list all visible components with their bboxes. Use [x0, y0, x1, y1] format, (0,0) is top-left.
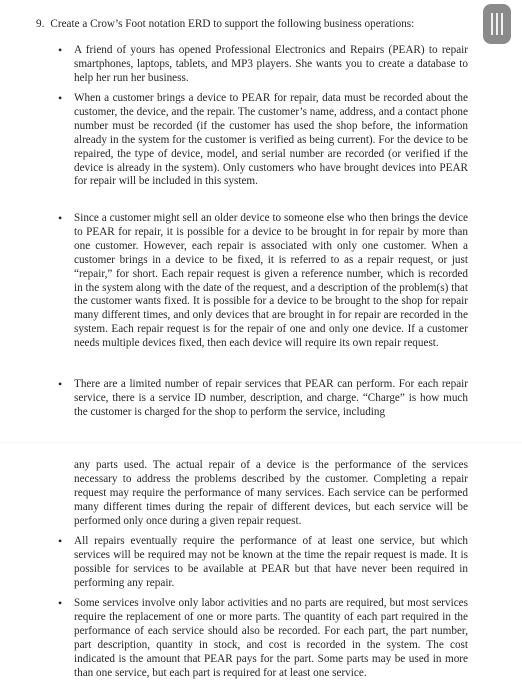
paragraph-5: All repairs eventually require the performance of at least one service, but which services will be required may not be known at the time the repair request is made. It is possible for services to be available at PEAR but that have never been required in performing any repair.: [74, 535, 468, 589]
question-heading: [36, 17, 476, 31]
handle-bar-left: [491, 13, 493, 35]
paragraph-4: There are a limited number of repair services that PEAR can perform. For each repair service, there is a service ID number, description, and charge. “Charge” is how much the customer is charged for the shop to perform the service, including: [74, 378, 468, 418]
paragraph-2: When a customer brings a device to PEAR for repair, data must be recorded about the customer, the device, and the repair. The customer’s name, address, and a contact phone number must be recorded (if the customer has used the shop before, the information already in the system for the customer is verified as being current). For the device to be repaired, the type of device, model, and serial number are recorded (or verified if the device is already in the system). Only customers who have brought devices into PEAR for repair will be included in this system.: [74, 92, 468, 188]
bullet-3: •: [58, 211, 63, 225]
paragraph-1: A friend of yours has opened Professional Electronics and Repairs (PEAR) to repair smartphones, laptops, tablets, and MP3 players. She wants you to create a database to help her run her business.: [74, 44, 468, 84]
paragraph-6: Some services involve only labor activities and no parts are required, but most services require the replacement of one or more parts. The quantity of each part required in the performance of each service should also be recorded. For each part, the part number, part description, quantity in stock, and cost is recorded in the system. The cost indicated is the amount that PEAR pays for the part. Some parts may be used in more than one service, but each part is required for at least one service.: [74, 597, 468, 679]
bullet-4: •: [58, 377, 63, 391]
paragraph-4-continued: any parts used. The actual repair of a device is the performance of the services necessary to address the problems described by the customer. Completing a repair request may require the performance of many services. Each service can be performed many different times during the repair of different devices, but each service will be performed only once during a given repair request.: [74, 459, 468, 527]
question-text: Create a Crow’s Foot notation ERD to support the following business operations:: [50, 18, 415, 30]
bullet-1: •: [58, 43, 63, 57]
bullet-6: •: [58, 596, 63, 610]
menu-handle-icon[interactable]: [483, 4, 511, 44]
bullet-5: •: [58, 534, 63, 548]
paragraph-3: Since a customer might sell an older device to someone else who then brings the device to PEAR for repair, it is possible for a device to be brought in for repair by more than one customer. However, each repair is associated with only one customer. When a customer brings in a device to be fixed, it is referred to as a repair request, or just “repair,” for short. Each repair request is given a reference number, which is recorded in the system along with the date of the request, and a description of the problem(s) that the customer wants fixed. It is possible for a device to be brought to the shop for repair many different times, and only devices that are brought in for repair are recorded in the system. Each repair request is for the repair of one and only one device. If a customer needs multiple devices fixed, then each device will require its own repair request.: [74, 212, 468, 350]
question-number: 9.: [36, 18, 45, 30]
page-break: [0, 442, 522, 443]
handle-bar-right: [501, 13, 503, 35]
bullet-2: •: [58, 91, 63, 105]
handle-bar-middle: [496, 13, 498, 35]
